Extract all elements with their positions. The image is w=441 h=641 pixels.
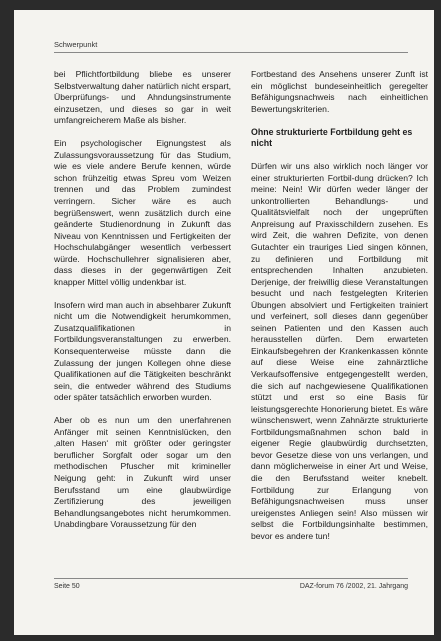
right-column <box>251 69 428 554</box>
paragraph: Fortbestand des Ansehens unserer Zunft ist ein möglichst bundeseinheitlich geregelter Befähigungsnachweis nach einheitlichen Bewertungskriterien. <box>251 69 428 114</box>
header-divider <box>54 52 408 53</box>
page-number: Seite 50 <box>54 583 80 590</box>
section-heading: Ohne strukturierte Fortbildung geht es nicht <box>251 126 413 149</box>
paragraph: Dürfen wir uns also wirklich noch länger vor einer strukturierten Fortbil-dung drücken? Ich meine: Nein! Wir dürfen weder länger der unkontrollierten Behandlungs- und Qualitätsvielfalt noch der ungeprüften Anpreisung auf Praxisschildern zusehen. Es wird Zeit, die wahren Defizite, von denen Gutachter ein trauriges Lied singen können, zu definieren und Fortbildung mit entsprechenden Inhalten anzubieten. Derjenige, der freiwillig diese Veranstaltungen besucht und nach festgelegten Kriterien Übungen absolviert und Fertigkeiten trainiert und verfeinert, soll dieses dann gegenüber seinen Patienten und den Kassen auch herausstellen dürfen. Dem erwarteten Einkaufsbegehren der Krankenkassen könnte auf diese Weise eine zahnärztliche Verkaufsoffensive entgegengestellt werden, die sich auf nachgewiesene Qualifikationen stützt und erst so eine Basis für leistungsgerechte Honorierung bietet. Es wäre wünschenswert, wenn Zahnärzte strukturierte Fortbildungsmaßnahmen schon bald in eigener Regie glaubwürdig durchsetzten, bevor Gesetze diese von uns verlangen, und dann möglicherweise in einer Art und Weise, die den Berufsstand weiter knebelt. Fortbildung zur Erlangung von Befähigungsnachweisen muss unser ureigenstes Anliegen sein! Also müssen wir selbst die Fortbildungsinhalte bestimmen, bevor es andere tun! <box>251 161 428 541</box>
footer-divider <box>54 578 408 579</box>
journal-page <box>14 10 434 635</box>
paragraph: Aber ob es nun um den unerfahrenen Anfänger mit seinen Kenntnislücken, den ‚alten Hasen‘ mit größter oder geringster beruflicher Sorgfalt oder sogar um den methodischen Pfuscher mit krimineller Neigung geht: in Zukunft wird unser Berufsstand um eine glaubwürdige Zertifizierung des jeweiligen Behandlungsangebotes nicht herumkommen. Unabdingbare Voraussetzung für den <box>54 415 231 530</box>
journal-citation: DAZ-forum 76 /2002, 21. Jahrgang <box>299 583 408 590</box>
paragraph: Insofern wird man auch in absehbarer Zukunft nicht um die Notwendigkeit herumkommen, Zusatzqualifikationen in Fortbildungsveranstaltungen zu erwerben. Konsequenterweise müsste dann die Zulassung der jungen Kollegen ohne diese Qualifikationen auf die Tätigkeiten beschränkt sein, die entweder während des Studiums oder später tatsächlich erworben wurden. <box>54 299 231 403</box>
left-column <box>54 69 231 542</box>
paragraph: bei Pflichtfortbildung bliebe es unserer Selbstverwaltung daher natürlich nicht erspart, Überprüfungs- und Ahndungsinstrumente einzusetzen, und dieses so gar in weit umfangreicherem Maße als bisher. <box>54 69 231 126</box>
section-header: Schwerpunkt <box>54 40 98 49</box>
paragraph: Ein psychologischer Eignungstest als Zulassungsvoraussetzung für das Studium, wie es viele andere Berufe kennen, würde schon frühzeitig etwas Spreu vom Weizen trennen und das Problem zumindest verringern. Sicher wäre es auch begrüßenswert, wenn zusätzlich durch eine geänderte Studienordnung in Zukunft das Niveau von Kenntnissen und Fertigkeiten der Hochschulabgänger wesentlich verbessert würde. Hochschullehrer signalisieren aber, dass dieses in der gegenwärtigen Zeit knapper Mittel völlig undenkbar ist. <box>54 138 231 287</box>
